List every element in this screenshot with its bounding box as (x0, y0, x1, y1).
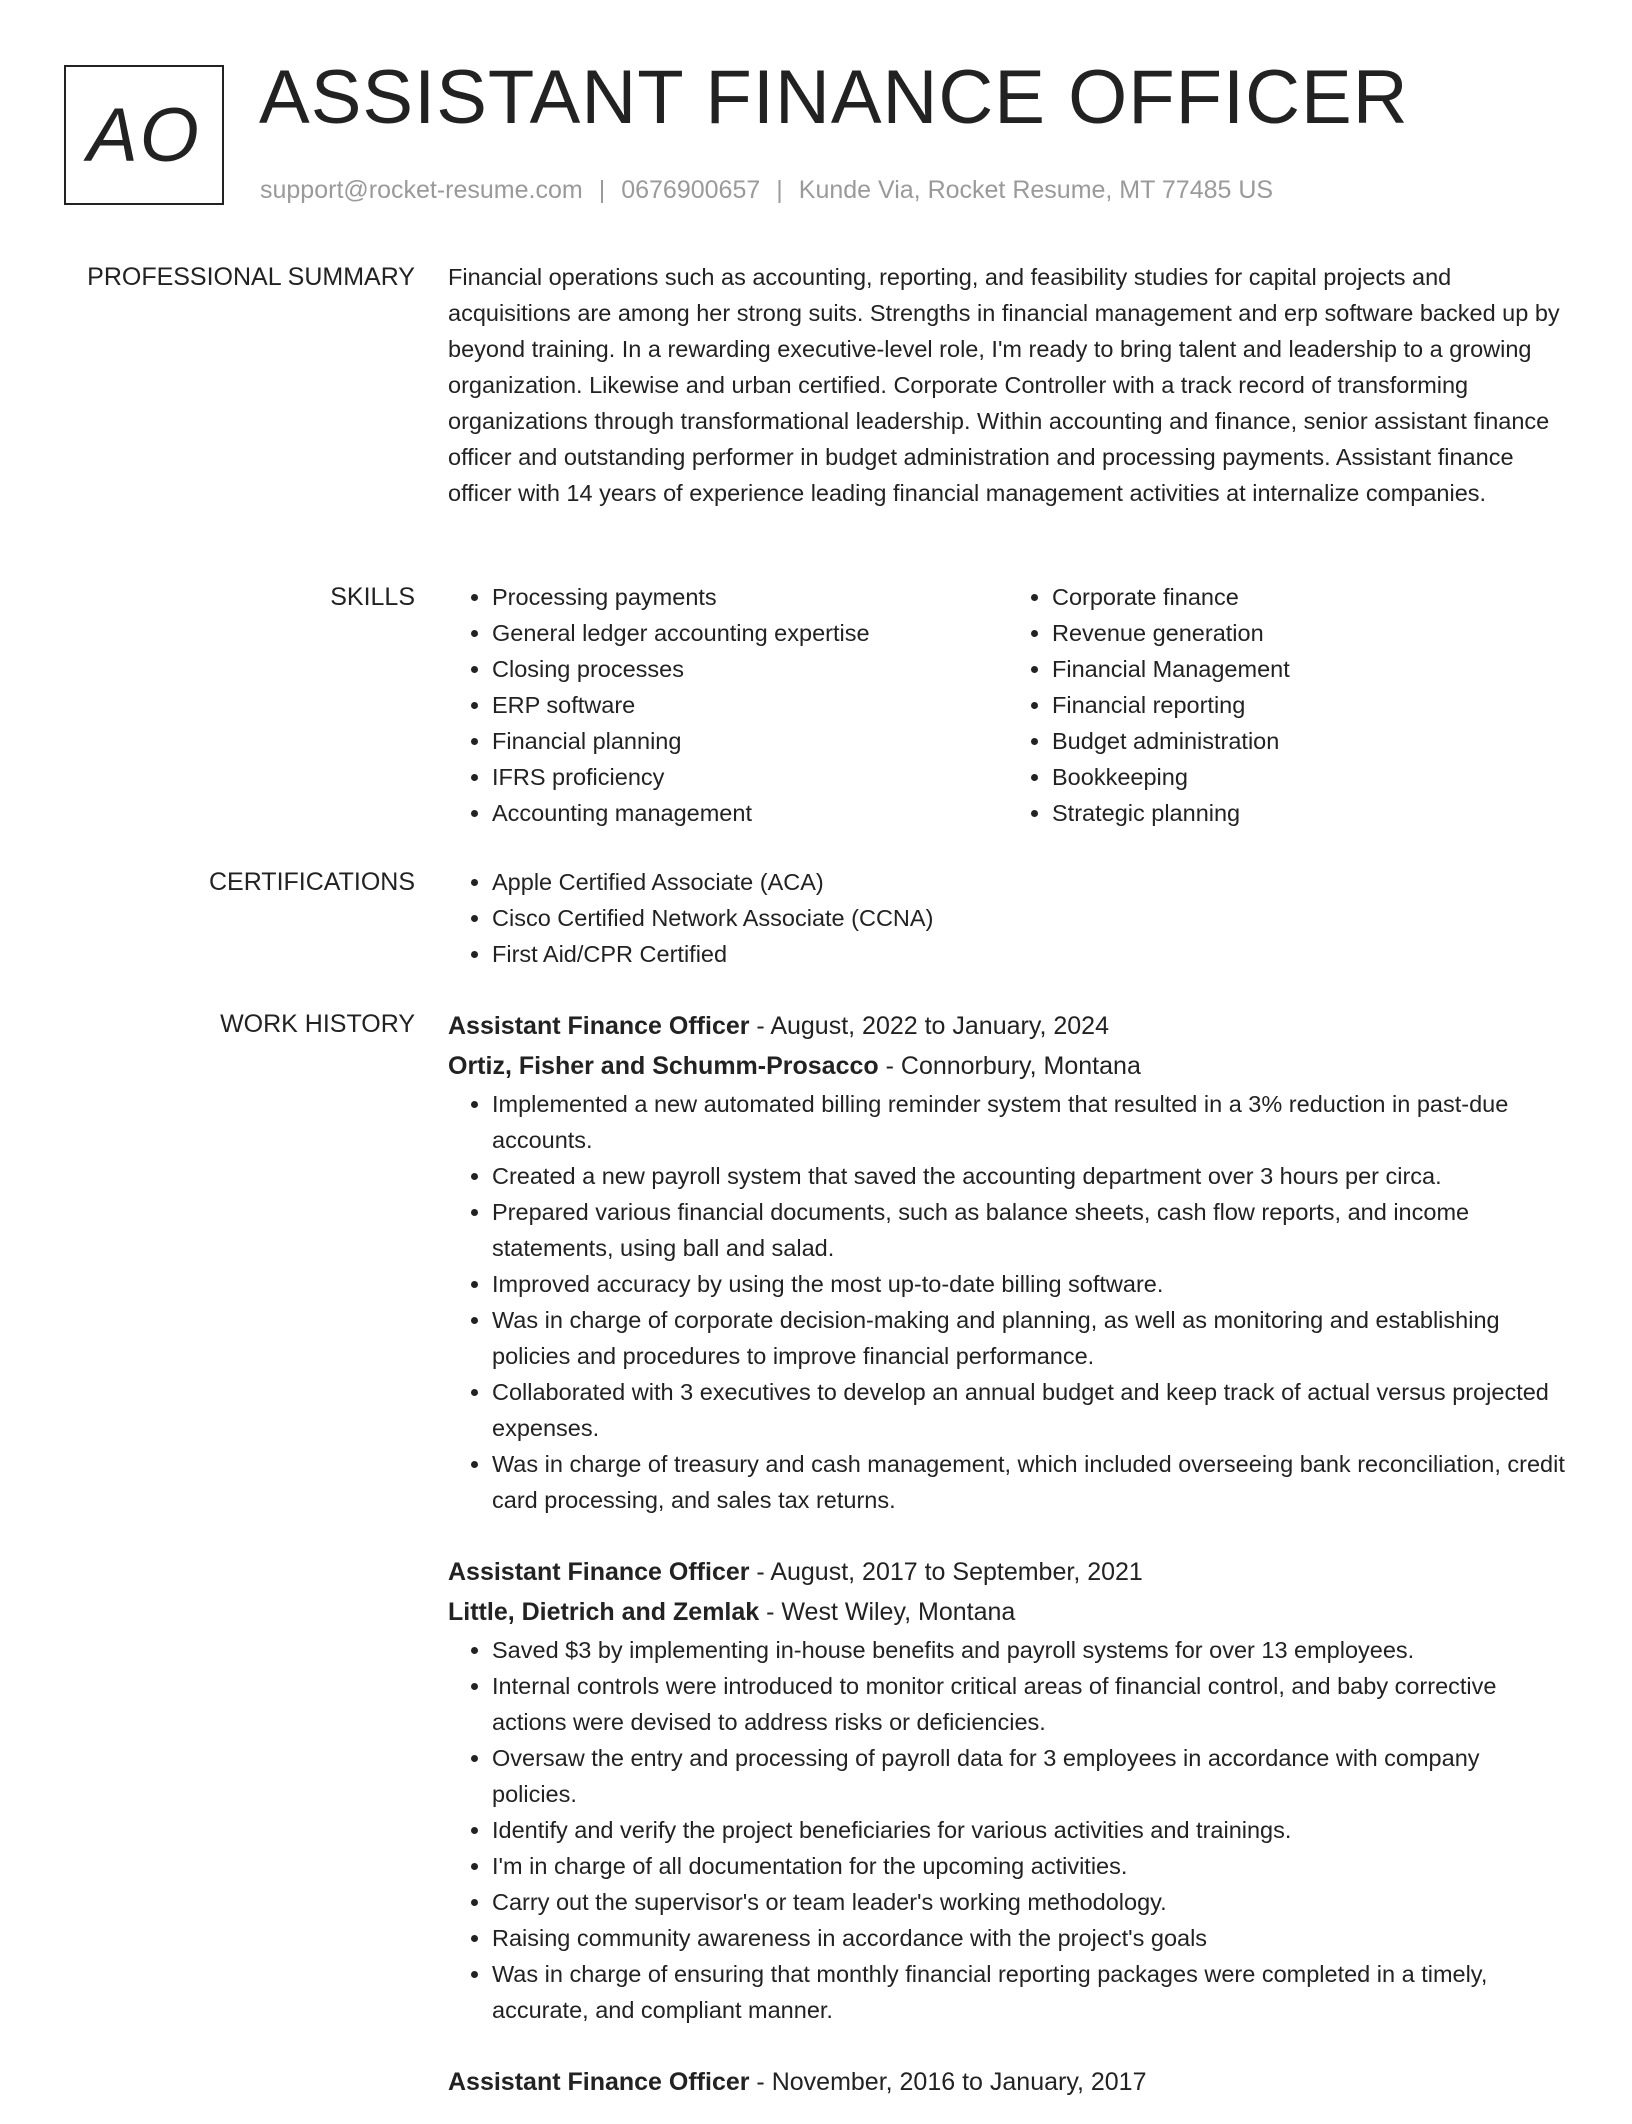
skill-item: • Financial Management (1052, 651, 1568, 687)
skills-list-left (448, 579, 1008, 831)
job-bullet: • Raising community awareness in accordance with the project's goals (492, 1920, 1568, 1956)
job-bullets (448, 1086, 1568, 1518)
skill-item: • IFRS proficiency (492, 759, 1008, 795)
work-history-heading: WORK HISTORY (220, 1010, 415, 1038)
skill-item: • ERP software (492, 687, 1008, 723)
job-title-line (448, 1006, 1568, 1046)
job-company: Little, Dietrich and Zemlak (448, 1598, 760, 1626)
skill-item: • General ledger accounting expertise (492, 615, 1008, 651)
job-title: Assistant Finance Officer (448, 1012, 750, 1040)
skill-item: • Corporate finance (1052, 579, 1568, 615)
skill-item: • Accounting management (492, 795, 1008, 831)
job-bullet: • Identify and verify the project beneficiaries for various activities and trainings. (492, 1812, 1568, 1848)
contact-separator: | (776, 176, 783, 204)
job-title-line (448, 2062, 1568, 2102)
job-entry (448, 2062, 1568, 2102)
job-company-line (448, 1592, 1568, 1632)
certification-item: • Apple Certified Associate (ACA) (492, 864, 1568, 900)
job-bullet: • Saved $3 by implementing in-house benefits and payroll systems for over 13 employees. (492, 1632, 1568, 1668)
monogram-logo (64, 65, 224, 205)
contact-line (260, 176, 1273, 205)
job-company-line (448, 1046, 1568, 1086)
skills-body (448, 579, 1568, 831)
job-bullet: • Created a new payroll system that saved the accounting department over 3 hours per circa. (492, 1158, 1568, 1194)
skill-item: • Budget administration (1052, 723, 1568, 759)
job-bullet: • Was in charge of treasury and cash management, which included overseeing bank reconciliation, credit card processing, and sales tax returns. (492, 1446, 1568, 1518)
skill-item: • Bookkeeping (1052, 759, 1568, 795)
job-bullet: • Was in charge of corporate decision-making and planning, as well as monitoring and establishing policies and procedures to improve financial performance. (492, 1302, 1568, 1374)
job-bullet: • Was in charge of ensuring that monthly financial reporting packages were completed in a timely, accurate, and compliant manner. (492, 1956, 1568, 2028)
job-title: Assistant Finance Officer (448, 1558, 750, 1586)
skill-item: • Processing payments (492, 579, 1008, 615)
contact-address: Kunde Via, Rocket Resume, MT 77485 US (798, 176, 1274, 204)
skill-item: • Strategic planning (1052, 795, 1568, 831)
job-title-line (448, 1552, 1568, 1592)
resume-title: ASSISTANT FINANCE OFFICER (259, 55, 1409, 140)
certification-item: • First Aid/CPR Certified (492, 936, 1568, 972)
job-dates: - August, 2017 to September, 2021 (749, 1558, 1143, 1586)
monogram-text: AO (87, 92, 201, 178)
job-bullet: • Implemented a new automated billing reminder system that resulted in a 3% reduction in past-due accounts. (492, 1086, 1568, 1158)
job-bullet: • Internal controls were introduced to monitor critical areas of financial control, and baby corrective actions were devised to address risks or deficiencies. (492, 1668, 1568, 1740)
job-entry (448, 1006, 1568, 1518)
job-entry (448, 1552, 1568, 2028)
job-bullet: • Oversaw the entry and processing of payroll data for 3 employees in accordance with company policies. (492, 1740, 1568, 1812)
skill-item: • Financial reporting (1052, 687, 1568, 723)
job-bullet: • Improved accuracy by using the most up-to-date billing software. (492, 1266, 1568, 1302)
skill-item: • Revenue generation (1052, 615, 1568, 651)
job-bullet: • Collaborated with 3 executives to develop an annual budget and keep track of actual versus projected expenses. (492, 1374, 1568, 1446)
summary-text: Financial operations such as accounting, reporting, and feasibility studies for capital projects and acquisitions are among her strong suits. Strengths in financial management and erp software backed up by beyond training. In a rewarding executive-level role, I'm ready to bring talent and leadership to a growing organization. Likewise and urban certified. Corporate Controller with a track record of transforming organizations through transformational leadership. Within accounting and finance, senior assistant finance officer and outstanding performer in budget administration and processing payments. Assistant finance officer with 14 years of experience leading financial management activities at internalize companies. (448, 264, 1560, 506)
certifications-body (448, 864, 1568, 972)
job-bullet: • Carry out the supervisor's or team leader's working methodology. (492, 1884, 1568, 1920)
skill-item: • Financial planning (492, 723, 1008, 759)
certification-item: • Cisco Certified Network Associate (CCNA) (492, 900, 1568, 936)
contact-separator: | (598, 176, 606, 204)
job-company: Ortiz, Fisher and Schumm-Prosacco (448, 1052, 879, 1080)
summary-body (448, 259, 1568, 511)
job-dates: - November, 2016 to January, 2017 (749, 2068, 1147, 2096)
skills-list-right (1008, 579, 1568, 831)
certifications-list (448, 864, 1568, 972)
summary-heading: PROFESSIONAL SUMMARY (87, 263, 415, 291)
contact-phone[interactable]: 0676900657 (621, 176, 761, 204)
skill-item: • Closing processes (492, 651, 1008, 687)
job-title: Assistant Finance Officer (448, 2068, 750, 2096)
job-bullets (448, 1632, 1568, 2028)
job-bullet: • I'm in charge of all documentation for the upcoming activities. (492, 1848, 1568, 1884)
contact-email[interactable]: support@rocket-resume.com (260, 176, 583, 204)
work-history-body (448, 1006, 1568, 2124)
certifications-heading: CERTIFICATIONS (208, 868, 415, 896)
job-bullet: • Prepared various financial documents, such as balance sheets, cash flow reports, and income statements, using ball and salad. (492, 1194, 1568, 1266)
job-location: - West Wiley, Montana (759, 1598, 1016, 1626)
job-dates: - August, 2022 to January, 2024 (749, 1012, 1109, 1040)
skills-heading: SKILLS (330, 583, 415, 611)
job-location: - Connorbury, Montana (878, 1052, 1141, 1080)
